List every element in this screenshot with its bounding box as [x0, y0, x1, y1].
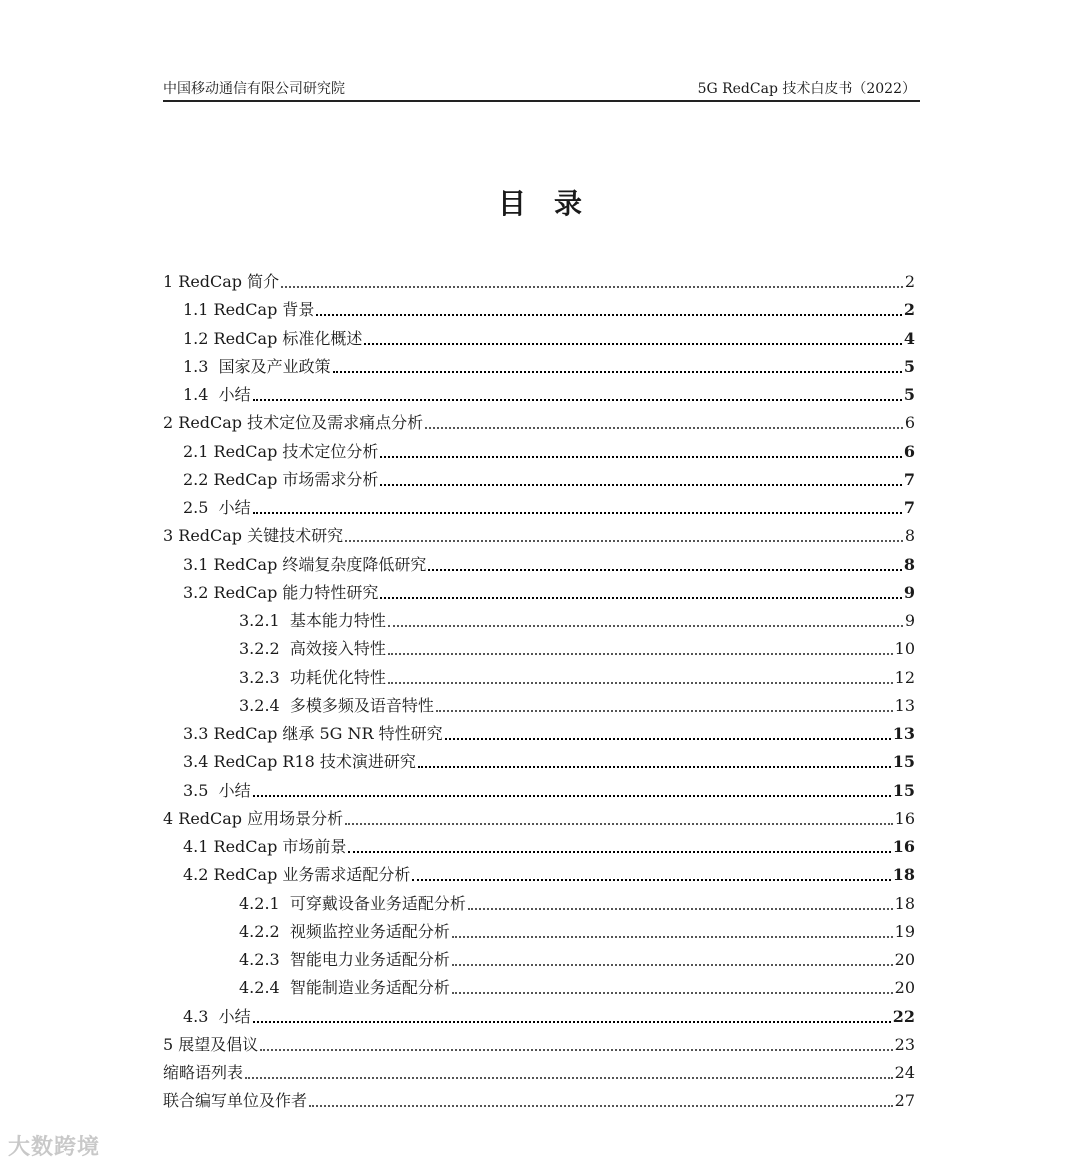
toc-dot-leader [388, 682, 893, 684]
toc-entry-label: 2.5 小结 [183, 498, 251, 517]
toc-dot-leader [253, 1021, 891, 1023]
toc-dot-leader [364, 343, 901, 345]
toc-dot-leader [425, 427, 903, 429]
header-organization: 中国移动通信有限公司研究院 [163, 81, 345, 97]
toc-entry-page-number: 20 [894, 950, 915, 969]
toc-dot-leader [452, 992, 893, 994]
toc-entry-label: 4 RedCap 应用场景分析 [163, 808, 344, 828]
toc-entry[interactable] [183, 464, 915, 490]
toc-entry-page-number: 2 [904, 272, 915, 291]
toc-entry[interactable] [163, 520, 915, 546]
toc-entry[interactable] [183, 859, 915, 885]
toc-entry-page-number: 9 [904, 611, 915, 630]
toc-entry[interactable] [163, 1029, 915, 1055]
toc-entry-page-number: 12 [894, 667, 915, 687]
toc-entry-label: 2.2 RedCap 市场需求分析 [183, 469, 379, 489]
toc-entry[interactable] [183, 294, 915, 320]
toc-entry-label: 1.3 国家及产业政策 [183, 356, 331, 376]
toc-dot-leader [253, 399, 902, 401]
toc-entry-page-number: 8 [904, 526, 915, 546]
toc-entry-page-number: 18 [894, 893, 915, 913]
header-document-title: 5G RedCap 技术白皮书（2022） [697, 81, 916, 97]
toc-entry-page-number: 6 [903, 441, 915, 461]
toc-entry-label: 2.1 RedCap 技术定位分析 [183, 441, 379, 461]
toc-entry-label: 4.2.2 视频监控业务适配分析 [239, 921, 450, 941]
toc-entry[interactable] [239, 662, 915, 688]
toc-entry[interactable] [183, 746, 915, 772]
toc-dot-leader [468, 908, 893, 910]
toc-entry-label: 2 RedCap 技术定位及需求痛点分析 [163, 413, 424, 433]
toc-entry[interactable] [183, 492, 915, 518]
toc-entry-label: 3.2 RedCap 能力特性研究 [183, 582, 379, 602]
toc-entry-page-number: 7 [903, 469, 915, 489]
toc-entry-page-number: 23 [894, 1034, 915, 1054]
toc-entry-label: 3.5 小结 [183, 780, 251, 800]
toc-entry[interactable] [163, 1085, 915, 1111]
toc-entry[interactable] [239, 605, 915, 631]
toc-entry-label: 5 展望及倡议 [163, 1034, 259, 1054]
toc-entry-label: 3.2.1 基本能力特性 [239, 611, 386, 630]
toc-dot-leader [260, 1049, 892, 1051]
toc-entry-label: 4.3 小结 [183, 1006, 251, 1026]
toc-entry-label: 3.2.3 功耗优化特性 [239, 667, 386, 687]
toc-dot-leader [316, 314, 901, 316]
toc-dot-leader [345, 823, 893, 825]
toc-entry-label: 3.3 RedCap 继承 5G NR 特性研究 [183, 724, 443, 743]
toc-entry-page-number: 6 [904, 413, 915, 433]
toc-entry-label: 4.1 RedCap 市场前景 [183, 837, 347, 856]
toc-entry-page-number: 7 [903, 498, 915, 517]
toc-entry-page-number: 15 [892, 780, 915, 800]
toc-entry-label: 3.4 RedCap R18 技术演进研究 [183, 752, 416, 772]
toc-dot-leader [380, 456, 901, 458]
toc-entry[interactable] [239, 690, 915, 716]
toc-dot-leader [445, 738, 891, 740]
toc-entry-page-number: 5 [903, 356, 915, 376]
toc-entry-page-number: 13 [892, 724, 915, 743]
toc-entry-page-number: 2 [903, 300, 915, 320]
toc-entry[interactable] [163, 1057, 915, 1083]
toc-dot-leader [388, 625, 903, 627]
toc-entry[interactable] [163, 407, 915, 433]
page-title: 目录 [497, 187, 610, 220]
toc-entry-page-number: 15 [892, 752, 915, 772]
toc-entry-page-number: 8 [903, 554, 915, 574]
toc-entry-label: 联合编写单位及作者 [163, 1091, 308, 1111]
toc-entry[interactable] [239, 633, 915, 659]
toc-entry[interactable] [183, 577, 915, 603]
toc-dot-leader [412, 879, 890, 881]
toc-entry[interactable] [239, 916, 915, 942]
toc-dot-leader [452, 936, 893, 938]
toc-dot-leader [333, 371, 902, 373]
toc-dot-leader [245, 1077, 893, 1079]
toc-entry[interactable] [183, 1001, 915, 1027]
toc-entry-label: 3.1 RedCap 终端复杂度降低研究 [183, 554, 427, 574]
toc-entry-page-number: 9 [903, 582, 915, 602]
toc-dot-leader [380, 484, 901, 486]
toc-dot-leader [418, 766, 891, 768]
toc-dot-leader [380, 597, 901, 599]
toc-entry[interactable] [183, 831, 915, 857]
toc-entry-page-number: 16 [892, 837, 915, 856]
toc-entry-page-number: 27 [894, 1091, 915, 1111]
toc-entry-page-number: 18 [892, 865, 915, 885]
toc-dot-leader [436, 710, 893, 712]
page-header [163, 76, 920, 102]
toc-entry[interactable] [183, 436, 915, 462]
toc-dot-leader [348, 851, 890, 853]
toc-entry-label: 4.2.4 智能制造业务适配分析 [239, 978, 450, 998]
toc-dot-leader [309, 1105, 893, 1107]
toc-entry-page-number: 20 [894, 978, 915, 998]
toc-entry[interactable] [163, 803, 915, 829]
toc-entry-label: 1.4 小结 [183, 385, 251, 404]
toc-dot-leader [253, 512, 902, 514]
toc-entry-page-number: 19 [894, 921, 915, 941]
toc-entry[interactable] [239, 888, 915, 914]
watermark-logo: 大数跨境 [8, 1135, 101, 1160]
toc-entry-label: 1.2 RedCap 标准化概述 [183, 328, 363, 348]
toc-entry-page-number: 10 [894, 639, 915, 659]
toc-dot-leader [253, 795, 891, 797]
toc-entry-label: 1.1 RedCap 背景 [183, 300, 315, 320]
toc-entry[interactable] [183, 549, 915, 575]
toc-entry[interactable] [183, 718, 915, 744]
toc-entry[interactable] [183, 775, 915, 801]
toc-entry-label: 4.2.1 可穿戴设备业务适配分析 [239, 893, 466, 913]
toc-entry-page-number: 24 [894, 1063, 915, 1082]
toc-entry-page-number: 4 [903, 328, 915, 348]
toc-dot-leader [345, 540, 903, 542]
toc-entry-label: 1 RedCap 简介 [163, 272, 280, 291]
toc-entry[interactable] [163, 266, 915, 292]
toc-entry-page-number: 5 [903, 385, 915, 404]
toc-entry[interactable] [239, 972, 915, 998]
toc-entry-label: 缩略语列表 [163, 1063, 244, 1082]
toc-entry[interactable] [183, 351, 915, 377]
toc-entry[interactable] [239, 944, 915, 970]
toc-entry-label: 3 RedCap 关键技术研究 [163, 526, 344, 546]
toc-entry[interactable] [183, 323, 915, 349]
toc-dot-leader [452, 964, 893, 966]
toc-dot-leader [281, 286, 903, 288]
toc-entry-label: 3.2.2 高效接入特性 [239, 639, 386, 659]
toc-entry-label: 4.2 RedCap 业务需求适配分析 [183, 865, 411, 885]
toc-entry-label: 3.2.4 多模多频及语音特性 [239, 695, 434, 715]
toc-entry-label: 4.2.3 智能电力业务适配分析 [239, 950, 450, 969]
toc-entry-page-number: 22 [892, 1006, 915, 1026]
toc-entry-page-number: 16 [894, 808, 915, 828]
toc-entry-page-number: 13 [894, 695, 915, 715]
toc-dot-leader [428, 569, 901, 571]
toc-entry[interactable] [183, 379, 915, 405]
toc-dot-leader [388, 653, 893, 655]
